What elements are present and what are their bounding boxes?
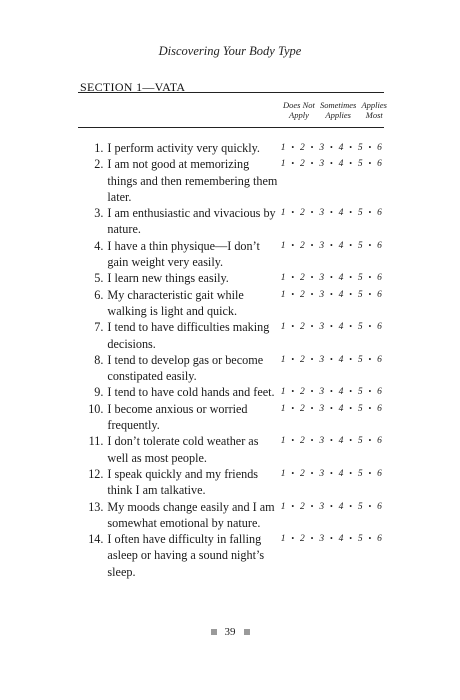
rating-option[interactable]: 6 [377, 143, 382, 153]
item-number: 9. [94, 385, 104, 400]
scale-separator: • [368, 387, 372, 397]
rating-option[interactable]: 4 [338, 534, 344, 545]
item-text: I am enthusiastic and vivacious by nature. [107, 206, 276, 237]
list-item [82, 140, 382, 156]
rating-option[interactable]: 5 [357, 159, 363, 170]
rating-scale[interactable] [279, 287, 382, 320]
rating-scale[interactable] [279, 238, 382, 271]
item-number: 1. [94, 141, 104, 155]
rating-option[interactable]: 5 [357, 468, 363, 479]
scale-separator: • [368, 403, 372, 413]
rating-option[interactable]: 3 [319, 289, 325, 300]
rating-option[interactable]: 2 [300, 403, 305, 414]
rating-option[interactable]: 1 [280, 501, 286, 512]
scale-separator: • [310, 387, 314, 397]
rating-option[interactable]: 4 [338, 159, 344, 170]
rating-option[interactable]: 2 [300, 354, 305, 365]
page-number: 39 [224, 626, 236, 638]
item-number: 13. [88, 499, 104, 514]
rating-option[interactable]: 6 [377, 534, 382, 545]
scale-separator: • [349, 354, 353, 364]
scale-separator: • [291, 159, 295, 169]
rating-option[interactable]: 6 [377, 273, 382, 284]
rating-option[interactable]: 3 [319, 403, 325, 414]
list-item [82, 205, 382, 238]
rating-scale[interactable] [279, 319, 382, 352]
rating-option[interactable]: 1 [280, 468, 286, 479]
rating-option[interactable]: 1 [280, 143, 286, 153]
rating-option[interactable]: 5 [357, 403, 363, 414]
item-number: 3. [94, 206, 104, 221]
item-text: I tend to develop gas or become constipated easily. [107, 352, 264, 384]
list-item [82, 466, 382, 499]
scale-separator: • [329, 468, 333, 478]
rating-option[interactable]: 1 [280, 289, 286, 300]
rating-scale[interactable] [279, 352, 382, 385]
rating-option[interactable]: 3 [319, 240, 325, 251]
rating-option[interactable]: 4 [338, 468, 344, 479]
scale-separator: • [291, 534, 295, 544]
rating-scale[interactable] [279, 466, 382, 499]
item-number: 8. [94, 352, 104, 367]
list-item [82, 156, 382, 205]
list-item [82, 352, 382, 385]
scale-header-high: Applies Most [361, 100, 387, 120]
rating-option[interactable]: 1 [280, 240, 286, 251]
rating-option[interactable]: 3 [319, 208, 325, 219]
rating-option[interactable]: 6 [377, 289, 382, 300]
header-rule [78, 127, 384, 128]
scale-separator: • [291, 240, 295, 250]
scale-separator: • [310, 534, 314, 544]
list-item [82, 433, 382, 466]
scale-header [283, 100, 387, 120]
rating-option[interactable]: 6 [377, 403, 382, 414]
scale-separator: • [349, 159, 353, 169]
rating-option[interactable]: 2 [300, 534, 305, 545]
rating-option[interactable]: 2 [300, 387, 305, 398]
rating-option[interactable]: 1 [280, 534, 286, 545]
scale-separator: • [310, 322, 314, 332]
scale-separator: • [329, 436, 333, 446]
rating-scale[interactable] [279, 384, 382, 400]
rating-option[interactable]: 3 [319, 468, 325, 479]
scale-separator: • [291, 322, 295, 332]
item-text: I don’t tolerate cold weather as well as most people. [107, 434, 259, 465]
item-text: My moods change easily and I am somewhat emotional by nature. [107, 499, 275, 530]
scale-separator: • [349, 240, 353, 250]
rating-option[interactable]: 4 [338, 436, 344, 447]
scale-separator: • [310, 159, 314, 169]
rating-option[interactable]: 4 [338, 273, 344, 284]
rating-option[interactable]: 4 [338, 354, 344, 365]
item-number: 5. [94, 271, 104, 286]
rating-option[interactable]: 4 [338, 143, 344, 153]
item-text: I am not good at memorizing things and then remembering them later. [107, 157, 278, 204]
rating-option[interactable]: 6 [377, 354, 382, 365]
scale-separator: • [310, 354, 314, 364]
rating-option[interactable]: 1 [280, 208, 286, 219]
rating-option[interactable]: 5 [357, 289, 363, 300]
rating-option[interactable]: 1 [280, 322, 286, 333]
rating-option[interactable]: 5 [357, 322, 363, 333]
rating-scale[interactable] [279, 156, 382, 205]
rating-option[interactable]: 4 [338, 240, 344, 251]
page-footer [0, 626, 460, 638]
rating-option[interactable]: 2 [300, 208, 305, 219]
rating-option[interactable]: 1 [280, 354, 286, 365]
item-number: 4. [94, 238, 104, 253]
rating-option[interactable]: 3 [319, 387, 325, 398]
rating-option[interactable]: 5 [357, 387, 363, 398]
rating-option[interactable]: 6 [377, 387, 382, 398]
rating-option[interactable]: 3 [319, 534, 325, 545]
rating-option[interactable]: 5 [357, 354, 363, 365]
list-item [82, 384, 382, 400]
rating-scale[interactable] [279, 140, 382, 156]
rating-scale[interactable] [279, 270, 382, 286]
scale-separator: • [329, 240, 333, 250]
scale-separator: • [368, 143, 372, 152]
scale-separator: • [310, 208, 314, 218]
scale-separator: • [329, 534, 333, 544]
scale-separator: • [329, 387, 333, 397]
scale-separator: • [349, 273, 353, 283]
item-number: 2. [94, 157, 104, 172]
scale-separator: • [349, 501, 353, 511]
rating-option[interactable]: 6 [377, 468, 382, 479]
scale-separator: • [368, 354, 372, 364]
list-item [82, 401, 382, 434]
rating-option[interactable]: 3 [319, 354, 325, 365]
list-item [82, 270, 382, 286]
item-text: I tend to have cold hands and feet. [107, 385, 275, 400]
rating-option[interactable]: 5 [357, 208, 363, 219]
scale-separator: • [291, 387, 295, 397]
list-item [82, 531, 382, 580]
scale-separator: • [291, 468, 295, 478]
rating-option[interactable]: 3 [319, 501, 325, 512]
rating-option[interactable]: 3 [319, 436, 325, 447]
scale-separator: • [310, 240, 314, 250]
scale-separator: • [368, 289, 372, 299]
item-number: 14. [88, 532, 104, 547]
scale-separator: • [329, 289, 333, 299]
rating-option[interactable]: 2 [300, 240, 305, 251]
scale-separator: • [349, 289, 353, 299]
rating-option[interactable]: 1 [280, 159, 286, 170]
rating-option[interactable]: 2 [300, 143, 305, 153]
rating-option[interactable]: 2 [300, 436, 305, 447]
item-text: I have a thin physique—I don’t gain weight very easily. [107, 238, 260, 270]
footer-square-icon [211, 629, 217, 635]
scale-separator: • [368, 208, 372, 218]
scale-separator: • [310, 436, 314, 446]
rating-option[interactable]: 6 [377, 501, 382, 512]
scale-separator: • [368, 534, 372, 544]
rating-option[interactable]: 2 [300, 289, 305, 300]
scale-separator: • [349, 208, 353, 218]
rating-option[interactable]: 4 [338, 289, 344, 300]
list-item [82, 287, 382, 320]
scale-separator: • [368, 240, 372, 250]
scale-separator: • [349, 468, 353, 478]
item-text: I often have difficulty in falling asleep or having a sound night’s sleep. [107, 532, 265, 579]
rating-option[interactable]: 3 [319, 273, 325, 284]
rating-scale[interactable] [279, 401, 382, 434]
rating-option[interactable]: 1 [280, 436, 286, 447]
item-number: 11. [88, 434, 104, 449]
scale-header-low: Does Not Apply [283, 100, 315, 120]
scale-header-mid: Sometimes Applies [320, 100, 357, 120]
scale-separator: • [368, 436, 372, 446]
scale-separator: • [291, 208, 295, 218]
section-title: SECTION 1—VATA [80, 80, 186, 94]
rating-option[interactable]: 5 [357, 501, 363, 512]
rating-scale[interactable] [279, 531, 382, 580]
rating-option[interactable]: 5 [357, 143, 363, 153]
scale-separator: • [329, 143, 333, 152]
scale-separator: • [329, 501, 333, 511]
item-number: 12. [88, 466, 104, 481]
rating-option[interactable]: 4 [338, 403, 344, 414]
running-head: Discovering Your Body Type [158, 44, 302, 58]
rating-option[interactable]: 1 [280, 403, 286, 414]
rating-option[interactable]: 2 [300, 322, 305, 333]
scale-separator: • [310, 403, 314, 413]
scale-separator: • [291, 436, 295, 446]
rating-option[interactable]: 4 [338, 501, 344, 512]
scale-separator: • [349, 403, 353, 413]
rating-option[interactable]: 5 [357, 273, 363, 284]
item-number: 7. [94, 320, 104, 335]
scale-separator: • [349, 436, 353, 446]
scale-separator: • [368, 159, 372, 169]
rating-option[interactable]: 1 [280, 273, 286, 284]
list-item [82, 319, 382, 352]
scale-separator: • [291, 289, 295, 299]
rating-option[interactable]: 6 [377, 436, 382, 447]
rating-option[interactable]: 1 [280, 387, 286, 398]
scale-separator: • [368, 322, 372, 332]
scale-separator: • [368, 273, 372, 283]
rating-option[interactable]: 5 [357, 436, 363, 447]
item-text: I perform activity very quickly. [107, 141, 260, 155]
rating-option[interactable]: 5 [357, 534, 363, 545]
list-item [82, 499, 382, 532]
rating-option[interactable]: 6 [377, 159, 382, 170]
scale-separator: • [310, 289, 314, 299]
rating-option[interactable]: 2 [300, 501, 305, 512]
questionnaire-list [82, 140, 382, 580]
rating-option[interactable]: 3 [319, 322, 325, 333]
scale-separator: • [329, 322, 333, 332]
scale-separator: • [349, 322, 353, 332]
rating-option[interactable]: 3 [319, 143, 325, 153]
rating-scale[interactable] [279, 205, 382, 238]
list-item [82, 238, 382, 271]
item-text: I become anxious or worried frequently. [107, 401, 248, 433]
rating-option[interactable]: 6 [377, 322, 382, 333]
scale-separator: • [329, 159, 333, 169]
rating-option[interactable]: 6 [377, 208, 382, 219]
item-number: 6. [94, 287, 104, 302]
scale-separator: • [329, 208, 333, 218]
rating-option[interactable]: 4 [338, 322, 344, 333]
rating-option[interactable]: 3 [319, 159, 325, 170]
rating-option[interactable]: 6 [377, 240, 382, 251]
item-text: I speak quickly and my friends think I am talkative. [107, 466, 259, 498]
scale-separator: • [310, 468, 314, 478]
item-number: 10. [88, 401, 104, 416]
rating-scale[interactable] [279, 433, 382, 466]
scale-separator: • [291, 354, 295, 364]
rating-option[interactable]: 2 [300, 273, 305, 284]
rating-option[interactable]: 2 [300, 468, 305, 479]
scale-separator: • [310, 143, 314, 152]
item-text: My characteristic gait while walking is light and quick. [107, 287, 244, 318]
scale-separator: • [329, 354, 333, 364]
scale-separator: • [349, 387, 353, 397]
scale-separator: • [349, 534, 353, 544]
scale-separator: • [310, 273, 314, 283]
section-rule [78, 92, 384, 93]
scale-separator: • [291, 501, 295, 511]
footer-square-icon [244, 629, 250, 635]
scale-separator: • [329, 273, 333, 283]
scale-separator: • [310, 501, 314, 511]
scale-separator: • [349, 143, 353, 152]
scale-separator: • [329, 403, 333, 413]
scale-separator: • [368, 468, 372, 478]
item-text: I tend to have difficulties making decisions. [107, 320, 270, 351]
rating-scale[interactable] [279, 499, 382, 532]
item-text: I learn new things easily. [107, 271, 229, 286]
scale-separator: • [291, 403, 295, 413]
rating-option[interactable]: 5 [357, 240, 363, 251]
scale-separator: • [291, 273, 295, 283]
scale-separator: • [368, 501, 372, 511]
rating-option[interactable]: 2 [300, 159, 305, 170]
rating-option[interactable]: 4 [338, 208, 344, 219]
scale-separator: • [291, 143, 295, 152]
rating-option[interactable]: 4 [338, 387, 344, 398]
